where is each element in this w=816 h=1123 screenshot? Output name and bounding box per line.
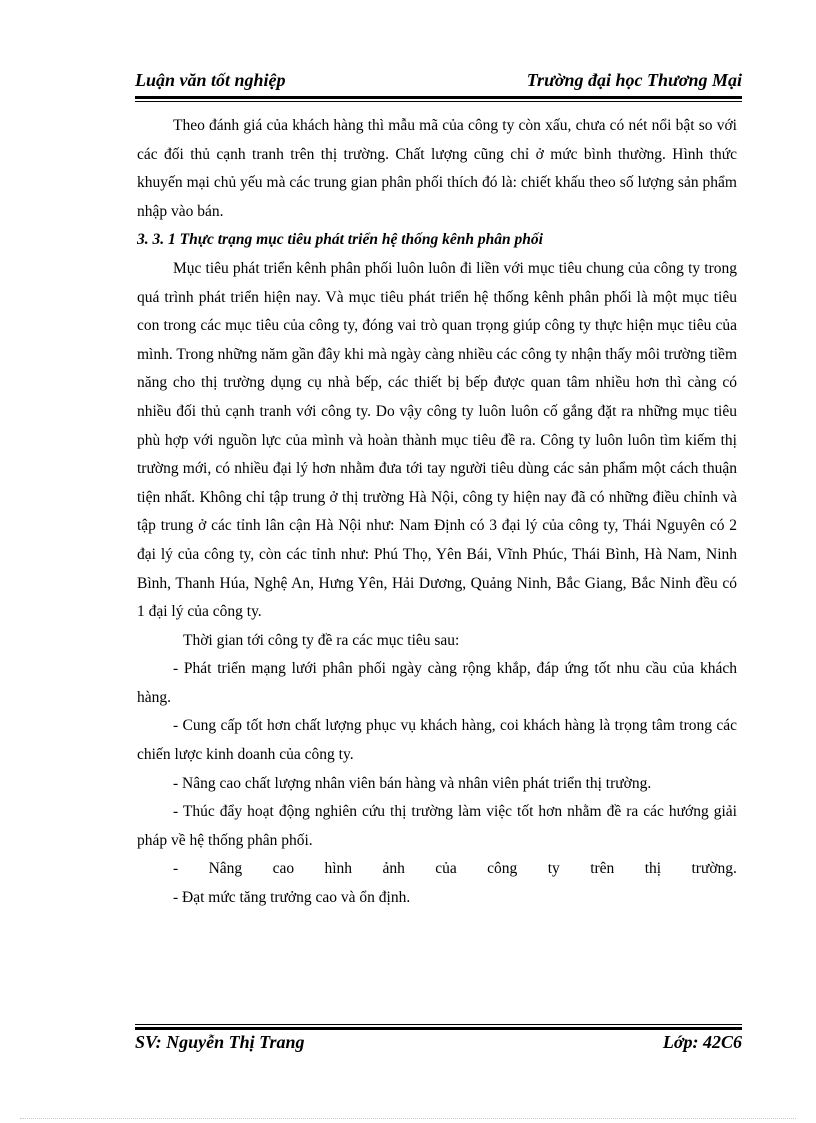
paragraph-development-goals: Mục tiêu phát triển kênh phân phối luôn luôn đi liền với mục tiêu chung của công ty trong quá trình phát triển hiện nay. Và mục tiêu phát triển hệ thống kênh phân phối là một mục tiêu con trong các mục tiêu của công ty, đóng vai trò quan trọng giúp công ty thực hiện mục tiêu của mình. Trong những năm gần đây khi mà ngày càng nhiều các công ty nhận thấy môi trường tiềm năng cho thị trường dụng cụ nhà bếp, các thiết bị bếp được quan tâm nhiều hơn thì càng có nhiều đối thủ cạnh tranh với công ty. Do vậy công ty luôn luôn cố gắng đặt ra những mục tiêu phù hợp với nguồn lực của mình và hoàn thành mục tiêu đề ra. Công ty luôn luôn tìm kiếm thị trường mới, có nhiều đại lý hơn nhằm đưa tới tay người tiêu dùng các sản phẩm một cách thuận tiện nhất. Không chỉ tập trung ở thị trường Hà Nội, công ty hiện nay đã có những điều chỉnh và tập trung ở các tỉnh lân cận Hà Nội như: Nam Định có 3 đại lý của công ty, Thái Nguyên có 2 đại lý của công ty, còn các tỉnh như: Phú Thọ, Yên Bái, Vĩnh Phúc, Thái Bình, Hà Nam, Ninh Bình, Thanh Húa, Nghệ An, Hưng Yên, Hải Dương, Quảng Ninh, Bắc Giang, Bắc Ninh đều có 1 đại lý của công ty. xyxy=(137,259,737,621)
goal-item-5-word: - xyxy=(173,860,179,878)
goal-item-5-word: cao xyxy=(272,860,295,878)
goal-item-2: - Cung cấp tốt hơn chất lượng phục vụ khách hàng, coi khách hàng là trọng tâm trong các chiến lược kinh doanh của công ty. xyxy=(137,717,737,764)
goal-item-4: - Thúc đẩy hoạt động nghiên cứu thị trường làm việc tốt hơn nhằm đề ra các hướng giải pháp về hệ thống phân phối. xyxy=(137,803,737,849)
goal-item-5-word: trường. xyxy=(691,860,737,878)
section-heading: 3. 3. 1 Thực trạng mục tiêu phát triển hệ thống kênh phân phối xyxy=(137,231,543,249)
header-university: Trường đại học Thương Mại xyxy=(526,70,742,90)
goal-item-5-word: công xyxy=(487,860,518,878)
page-edge-divider xyxy=(20,1118,796,1119)
header-rule-thin xyxy=(135,101,742,102)
goal-item-5-word: của xyxy=(435,860,457,878)
page-footer xyxy=(135,1032,742,1056)
goal-item-6: - Đạt mức tăng trưởng cao và ổn định. xyxy=(173,889,411,907)
footer-rule-thick xyxy=(135,1027,742,1030)
goal-item-5 xyxy=(137,855,737,884)
page-header xyxy=(135,70,742,94)
paragraph-goals-intro: Thời gian tới công ty đề ra các mục tiêu sau: xyxy=(183,631,460,649)
goal-item-5-word: hình xyxy=(324,860,353,878)
header-rule-thick xyxy=(135,96,742,99)
goal-item-1: - Phát triển mạng lưới phân phối ngày càng rộng khắp, đáp ứng tốt nhu cầu của khách hàng. xyxy=(137,660,737,706)
footer-rule-thin xyxy=(135,1024,742,1025)
footer-student-name: SV: Nguyễn Thị Trang xyxy=(135,1032,305,1052)
goal-item-5-word: thị xyxy=(644,860,662,878)
footer-class: Lớp: 42C6 xyxy=(662,1032,742,1052)
page-body xyxy=(137,112,737,913)
goal-item-5-word: ty xyxy=(547,860,560,878)
paragraph-customer-evaluation: Theo đánh giá của khách hàng thì mẫu mã của công ty còn xấu, chưa có nét nổi bật so với các đối thủ cạnh tranh trên thị trường. Chất lượng cũng chỉ ở mức bình thường. Hình thức khuyến mại chủ yếu mà các trung gian phân phối thích đó là: chiết khấu theo số lượng sản phẩm nhập vào bán. xyxy=(137,117,737,220)
goal-item-5-word: trên xyxy=(590,860,615,878)
header-thesis-title: Luận văn tốt nghiệp xyxy=(135,70,286,90)
goal-item-3: - Nâng cao chất lượng nhân viên bán hàng và nhân viên phát triển thị trường. xyxy=(173,774,652,792)
goal-item-5-word: Nâng xyxy=(208,860,243,878)
goal-item-5-word: ảnh xyxy=(382,860,405,878)
